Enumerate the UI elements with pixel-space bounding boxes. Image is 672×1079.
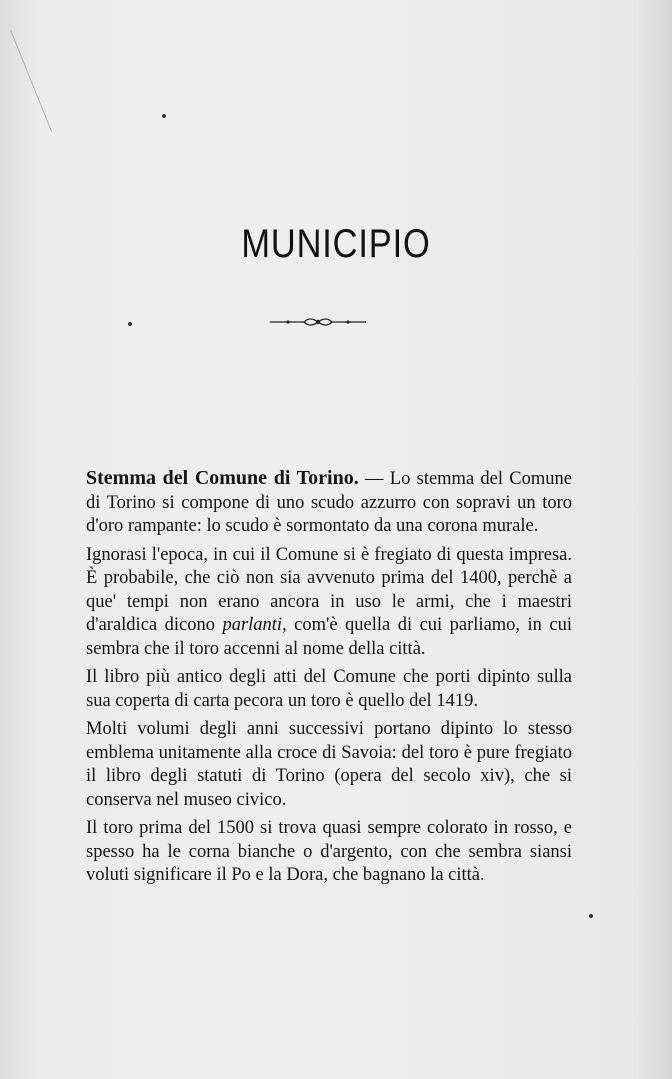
paragraph-2-text-a: Ignorasi l'epoca, in cui il Comune si è fregiato di questa impresa. È probabile, che ciò non sia avvenuto prima del 1400, perchè a que' tempi non erano ancora in uso le armi, che i maestri d'araldica dicono: [86, 544, 572, 635]
paragraph-4: Molti volumi degli anni successivi portano dipinto lo stesso emblema unitamente alla croce di Savoia: del toro è pure fregiato il libro degli statuti di Torino (opera del secolo xiv), che si conserva nel museo civico.: [86, 719, 572, 810]
paragraph-1-text: Lo stemma del Comune di Torino si compone di uno scudo azzurro con sopravi un toro d'oro rampante: lo scudo è sormontato da una corona murale.: [86, 469, 572, 536]
page-edge-mark: [10, 30, 52, 132]
ink-speck: [589, 914, 593, 918]
ink-speck: [128, 322, 132, 326]
body-text: [86, 467, 572, 893]
paragraph-1: [86, 467, 572, 539]
page-title: MUNICIPIO: [241, 222, 431, 266]
ink-speck: [162, 114, 166, 118]
ornament-divider-icon: [268, 314, 368, 330]
paragraph-2-text-b: , com'è quella di cui parliamo, in cui sembra che il toro accenni al nome della città.: [86, 615, 572, 659]
section-heading: Stemma del Comune di Torino.: [86, 467, 359, 489]
paragraph-2-italic: parlanti: [222, 615, 283, 635]
heading-dash: —: [365, 469, 384, 489]
paragraph-3: Il libro più antico degli atti del Comune che porti dipinto sulla sua coperta di carta pecora un toro è quello del 1419.: [86, 667, 572, 711]
paragraph-2: [86, 544, 572, 662]
paragraph-5: Il toro prima del 1500 si trova quasi sempre colorato in rosso, e spesso ha le corna bianche o d'argento, con che sembra siansi voluti significare il Po e la Dora, che bagnano la città.: [86, 818, 572, 885]
